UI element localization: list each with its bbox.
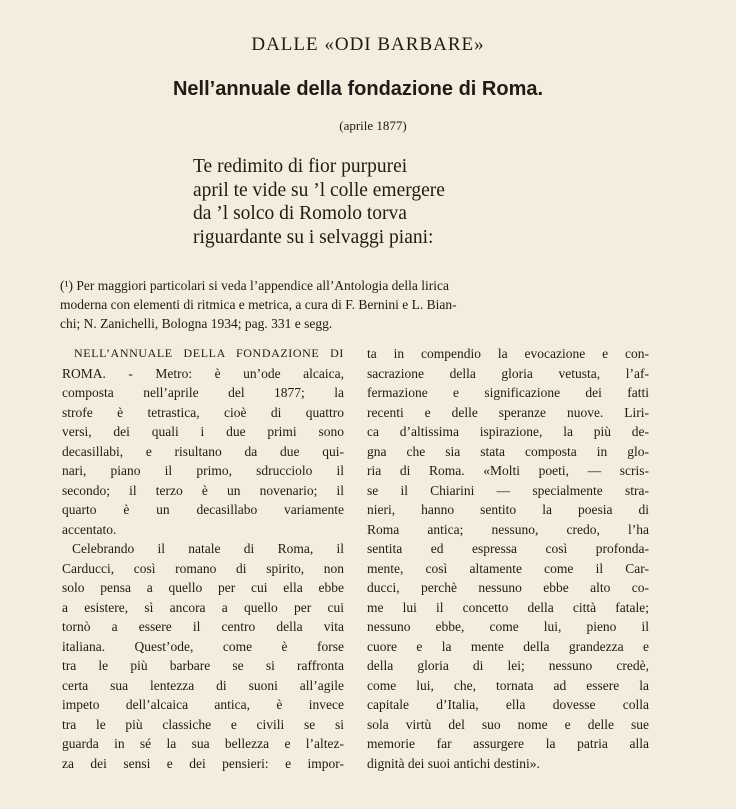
commentary-left-column <box>62 344 344 773</box>
commentary-line: ria di Roma. «Molti poeti, — scris- <box>367 463 649 478</box>
commentary-line: gna che sia stata composta in glo- <box>367 443 649 459</box>
commentary-line: me lui il concetto della città fatale; <box>367 599 649 615</box>
verse-line: riguardante su i selvaggi piani: <box>193 226 434 248</box>
commentary-line: certa sua lentezza di suoni all’agile <box>62 677 344 693</box>
commentary-line: sentita ed espressa così profonda- <box>367 541 649 556</box>
verse-line: april te vide su ’l colle emergere <box>193 179 445 201</box>
commentary-line: mente, così altamente come il Car- <box>367 560 649 576</box>
footnote <box>60 276 700 333</box>
commentary-line: Celebrando il natale di Roma, il <box>72 541 344 556</box>
commentary-line: Carducci, così romano di spirito, non <box>62 560 344 576</box>
commentary-line: dignità dei suoi antichi destini». <box>367 755 540 771</box>
commentary-line: ca d’altissima ispirazione, la più de- <box>367 424 649 439</box>
commentary-line: della gloria di lei; nessuno credè, <box>367 658 649 673</box>
footnote-line: chi; N. Zanichelli, Bologna 1934; pag. 331 e segg. <box>60 316 333 331</box>
footnote-line: (¹) Per maggiori particolari si veda l’appendice all’Antologia della lirica <box>60 278 450 293</box>
section-heading: DALLE «ODI BARBARE» <box>251 34 485 55</box>
commentary-line: composta nell’aprile del 1877; la <box>62 385 344 400</box>
commentary-line: tra le più classiche e civili se si <box>62 716 344 732</box>
commentary-line: tornò a essere il centro della vita <box>62 619 344 634</box>
commentary-line: impeto dell’alcaica antica, è invece <box>62 697 344 712</box>
commentary-right-column <box>367 344 649 773</box>
commentary-line: se il Chiarini — specialmente stra- <box>367 482 649 498</box>
commentary-line: sacrazione della gloria vetusta, l’af- <box>367 365 649 381</box>
commentary-line: ta in compendio la evocazione e con- <box>367 346 649 361</box>
commentary-line: nessuno ebbe, come lui, pieno il <box>367 619 649 634</box>
commentary-line: recenti e delle speranze nuove. Liri- <box>367 404 649 420</box>
commentary-line: fermazione e significazione dei fatti <box>367 385 649 400</box>
commentary-line: cuore e la mente della grandezza e <box>367 638 649 654</box>
commentary-line: memorie far assurgere la patria alla <box>367 736 649 751</box>
commentary-line: secondo; il terzo è un novenario; il <box>62 482 344 498</box>
commentary-line: NELL’ANNUALE DELLA FONDAZIONE DI <box>74 346 344 360</box>
commentary-line: quarto è un decasillabo variamente <box>62 502 344 517</box>
poem-title: Nell’annuale della fondazione di Roma. <box>172 78 544 100</box>
commentary-line: decasillabi, e risultano da due qui- <box>62 443 344 459</box>
poem-stanza <box>193 155 613 249</box>
commentary-line: ROMA. - Metro: è un’ode alcaica, <box>62 365 344 381</box>
commentary-line: italiana. Quest’ode, come è forse <box>62 638 344 654</box>
commentary-line: come lui, che, tornata ad essere la <box>367 677 649 693</box>
commentary-line: a esistere, sì ancora a quello per cui <box>62 599 344 615</box>
commentary-line: sola virtù del suo nome e delle sue <box>367 716 649 732</box>
commentary-line: za dei sensi e dei pensieri: e impor- <box>62 755 344 771</box>
commentary-line: guarda in sé la sua bellezza e l’altez- <box>62 736 344 751</box>
commentary-line: Roma antica; nessuno, credo, l’ha <box>367 521 649 537</box>
verse-line: Te redimito di fior purpurei <box>193 156 408 177</box>
commentary-line: solo pensa a quello per cui ella ebbe <box>62 580 344 595</box>
poem-date: (aprile 1877) <box>339 118 407 133</box>
commentary-line: capitale d’Italia, ella dovesse colla <box>367 697 649 712</box>
commentary-line: strofe è tetrastica, cioè di quattro <box>62 404 344 420</box>
footnote-line: moderna con elementi di ritmica e metrica, a cura di F. Bernini e L. Bian- <box>60 297 457 312</box>
commentary-line: accentato. <box>62 521 117 537</box>
commentary-line: versi, dei quali i due primi sono <box>62 424 344 439</box>
verse-line: da ’l solco di Romolo torva <box>193 203 407 224</box>
commentary-line: nieri, hanno sentito la poesia di <box>367 502 649 517</box>
commentary-line: tra le più barbare se si raffronta <box>62 658 344 673</box>
commentary-line: nari, piano il primo, sdrucciolo il <box>62 463 344 478</box>
commentary-line: ducci, perchè nessuno ebbe alto co- <box>367 580 649 595</box>
